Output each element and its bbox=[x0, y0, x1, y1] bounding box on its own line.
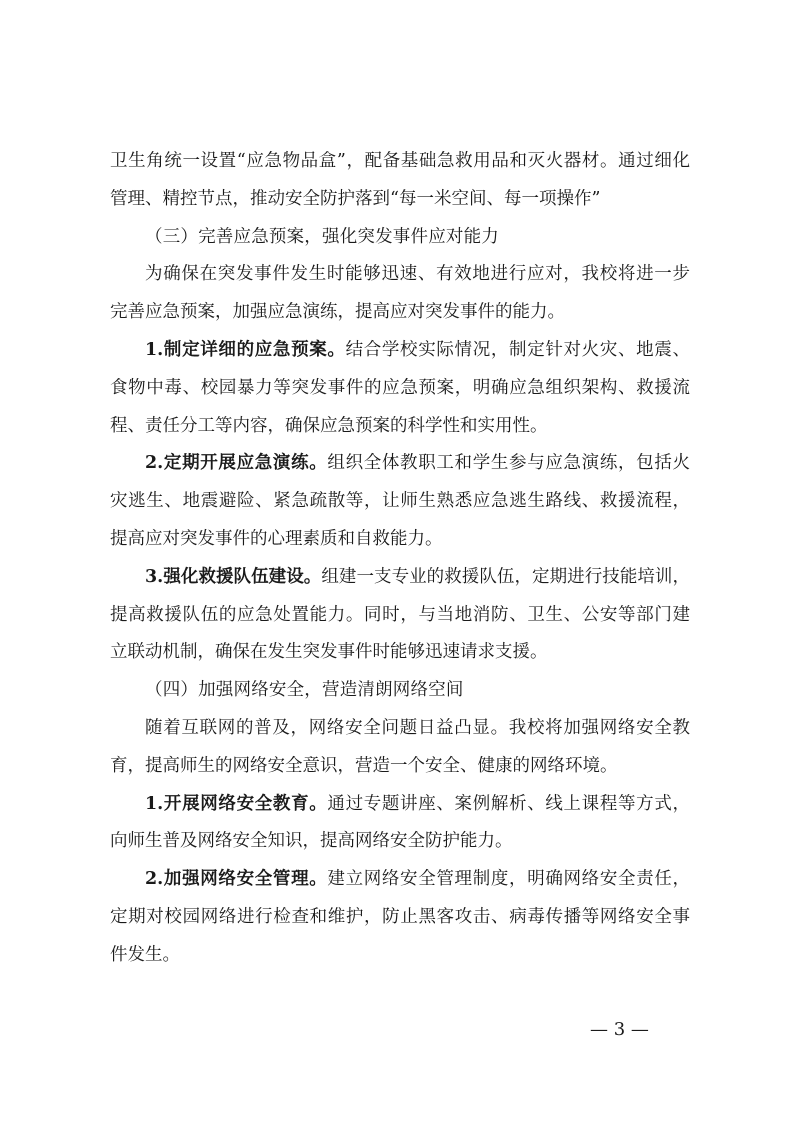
paragraph-line: 向师生普及网络安全知识，提高网络安全防护能力。 bbox=[110, 831, 513, 852]
section-intro-paragraph bbox=[110, 256, 690, 332]
paragraph-line: 程、责任分工等内容，确保应急预案的科学性和实用性。 bbox=[110, 415, 548, 436]
section-heading: （三）完善应急预案，强化突发事件应对能力 bbox=[145, 226, 499, 247]
section-heading: （四）加强网络安全，营造清朗网络空间 bbox=[145, 680, 464, 701]
numbered-item bbox=[110, 445, 690, 558]
paragraph-line: 灾逃生、地震避险、紧急疏散等，让师生熟悉应急逃生路线、救援流程， bbox=[110, 491, 690, 512]
item-first-line bbox=[110, 332, 690, 370]
paragraph-line: 为确保在突发事件发生时能够迅速、有效地进行应对，我校将进一步 bbox=[145, 264, 690, 285]
numbered-item bbox=[110, 332, 690, 445]
item-first-line bbox=[110, 445, 690, 483]
section-intro-paragraph bbox=[110, 710, 690, 786]
item-lead: 2.定期开展应急演练。 bbox=[145, 453, 328, 474]
paragraph-line: 提高应对突发事件的心理素质和自救能力。 bbox=[110, 528, 443, 549]
paragraph-line: 提高救援队伍的应急处置能力。同时，与当地消防、卫生、公安等部门建 bbox=[110, 604, 690, 625]
numbered-item bbox=[110, 559, 690, 672]
item-lead: 1.开展网络安全教育。 bbox=[145, 793, 328, 814]
paragraph-line: 随着互联网的普及，网络安全问题日益凸显。我校将加强网络安全教 bbox=[145, 717, 690, 738]
item-first-line bbox=[110, 786, 690, 824]
item-text: 建立网络安全管理制度，明确网络安全责任， bbox=[327, 869, 690, 890]
item-text: 组织全体教职工和学生参与应急演练，包括火 bbox=[327, 453, 690, 474]
paragraph-line: 立联动机制，确保在发生突发事件时能够迅速请求支援。 bbox=[110, 642, 548, 663]
paragraph-line: 完善应急预案，加强应急演练，提高应对突发事件的能力。 bbox=[110, 302, 565, 323]
paragraph-line: 定期对校园网络进行检查和维护，防止黑客攻击、病毒传播等网络安全事 bbox=[110, 906, 690, 927]
item-text: 通过专题讲座、案例解析、线上课程等方式， bbox=[327, 793, 690, 814]
paragraph-line: 卫生角统一设置“应急物品盒”，配备基础急救用品和灭火器材。通过细化 bbox=[110, 151, 690, 171]
item-first-line bbox=[110, 861, 690, 899]
numbered-item bbox=[110, 786, 690, 862]
document-body bbox=[110, 143, 690, 975]
paragraph-line: 育，提高师生的网络安全意识，营造一个安全、健康的网络环境。 bbox=[110, 755, 618, 776]
paragraph-line: 管理、精控节点，推动安全防护落到“每一米空间、每一项操作” bbox=[110, 188, 601, 209]
continuation-paragraph bbox=[110, 143, 690, 219]
paragraph-line: 件发生。 bbox=[110, 944, 180, 965]
item-first-line bbox=[110, 559, 690, 597]
numbered-item bbox=[110, 861, 690, 974]
item-lead: 1.制定详细的应急预案。 bbox=[145, 339, 346, 360]
paragraph-line: 食物中毒、校园暴力等突发事件的应急预案，明确应急组织架构、救援流 bbox=[110, 377, 690, 398]
item-lead: 2.加强网络安全管理。 bbox=[145, 869, 328, 890]
item-lead: 3.强化救援队伍建设。 bbox=[145, 566, 322, 587]
item-text: 结合学校实际情况，制定针对火灾、地震、 bbox=[345, 339, 690, 360]
page-number: — 3 — bbox=[590, 1019, 649, 1040]
item-text: 组建一支专业的救援队伍，定期进行技能培训， bbox=[321, 566, 690, 587]
